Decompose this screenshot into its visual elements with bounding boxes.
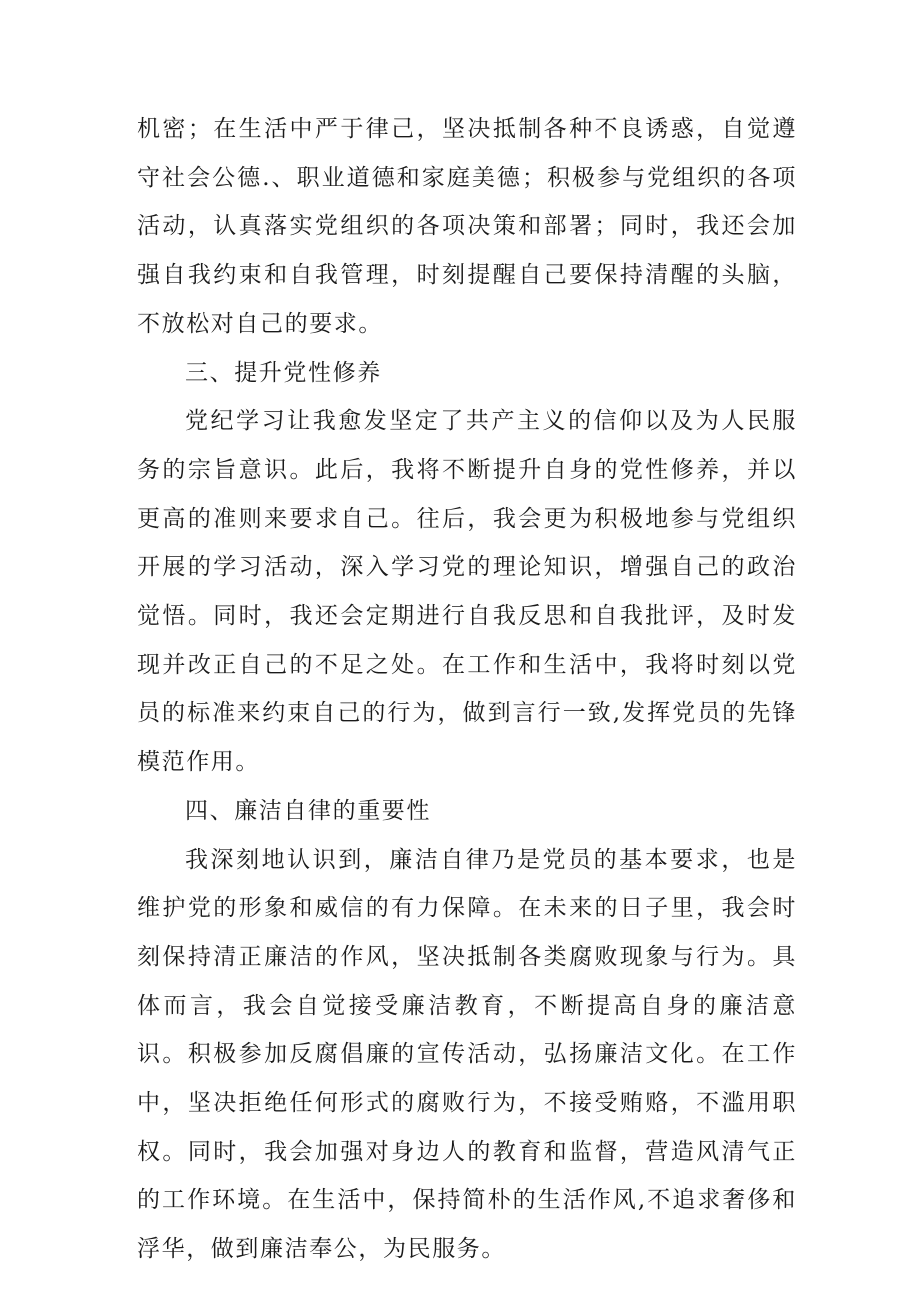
section-heading-4: 四、廉洁自律的重要性	[185, 797, 431, 824]
paragraph-continuation: 机密；在生活中严于律己，坚决抵制各种不良诱惑，自觉遵守社会公德.、职业道德和家庭美德；积极参与党组织的各项活动，认真落实党组织的各项决策和部署；同时，我还会加强自我约束和自我管理，时刻提醒自己要保持清醒的头脑，不放松对自己的要求。	[137, 116, 797, 337]
paragraph-party-spirit: 党纪学习让我愈发坚定了共产主义的信仰以及为人民服务的宗旨意识。此后，我将不断提升自身的党性修养，并以更高的准则来要求自己。往后，我会更为积极地参与党组织开展的学习活动，深入学习党的理论知识，增强自己的政治觉悟。同时，我还会定期进行自我反思和自我批评，及时发现并改正自己的不足之处。在工作和生活中，我将时刻以党员的标准来约束自己的行为，做到言行一致,发挥党员的先锋模范作用。	[137, 408, 797, 776]
section-heading-3: 三、提升党性修养	[185, 359, 382, 386]
paragraph-integrity: 我深刻地认识到，廉洁自律乃是党员的基本要求，也是维护党的形象和威信的有力保障。在未来的日子里，我会时刻保持清正廉洁的作风，坚决抵制各类腐败现象与行为。具体而言，我会自觉接受廉洁教育，不断提高自身的廉洁意识。积极参加反腐倡廉的宣传活动，弘扬廉洁文化。在工作中，坚决拒绝任何形式的腐败行为，不接受贿赂，不滥用职权。同时，我会加强对身边人的教育和监督，营造风清气正的工作环境。在生活中，保持简朴的生活作风,不追求奢侈和浮华，做到廉洁奉公，为民服务。	[137, 846, 797, 1263]
document-body	[137, 105, 797, 1274]
